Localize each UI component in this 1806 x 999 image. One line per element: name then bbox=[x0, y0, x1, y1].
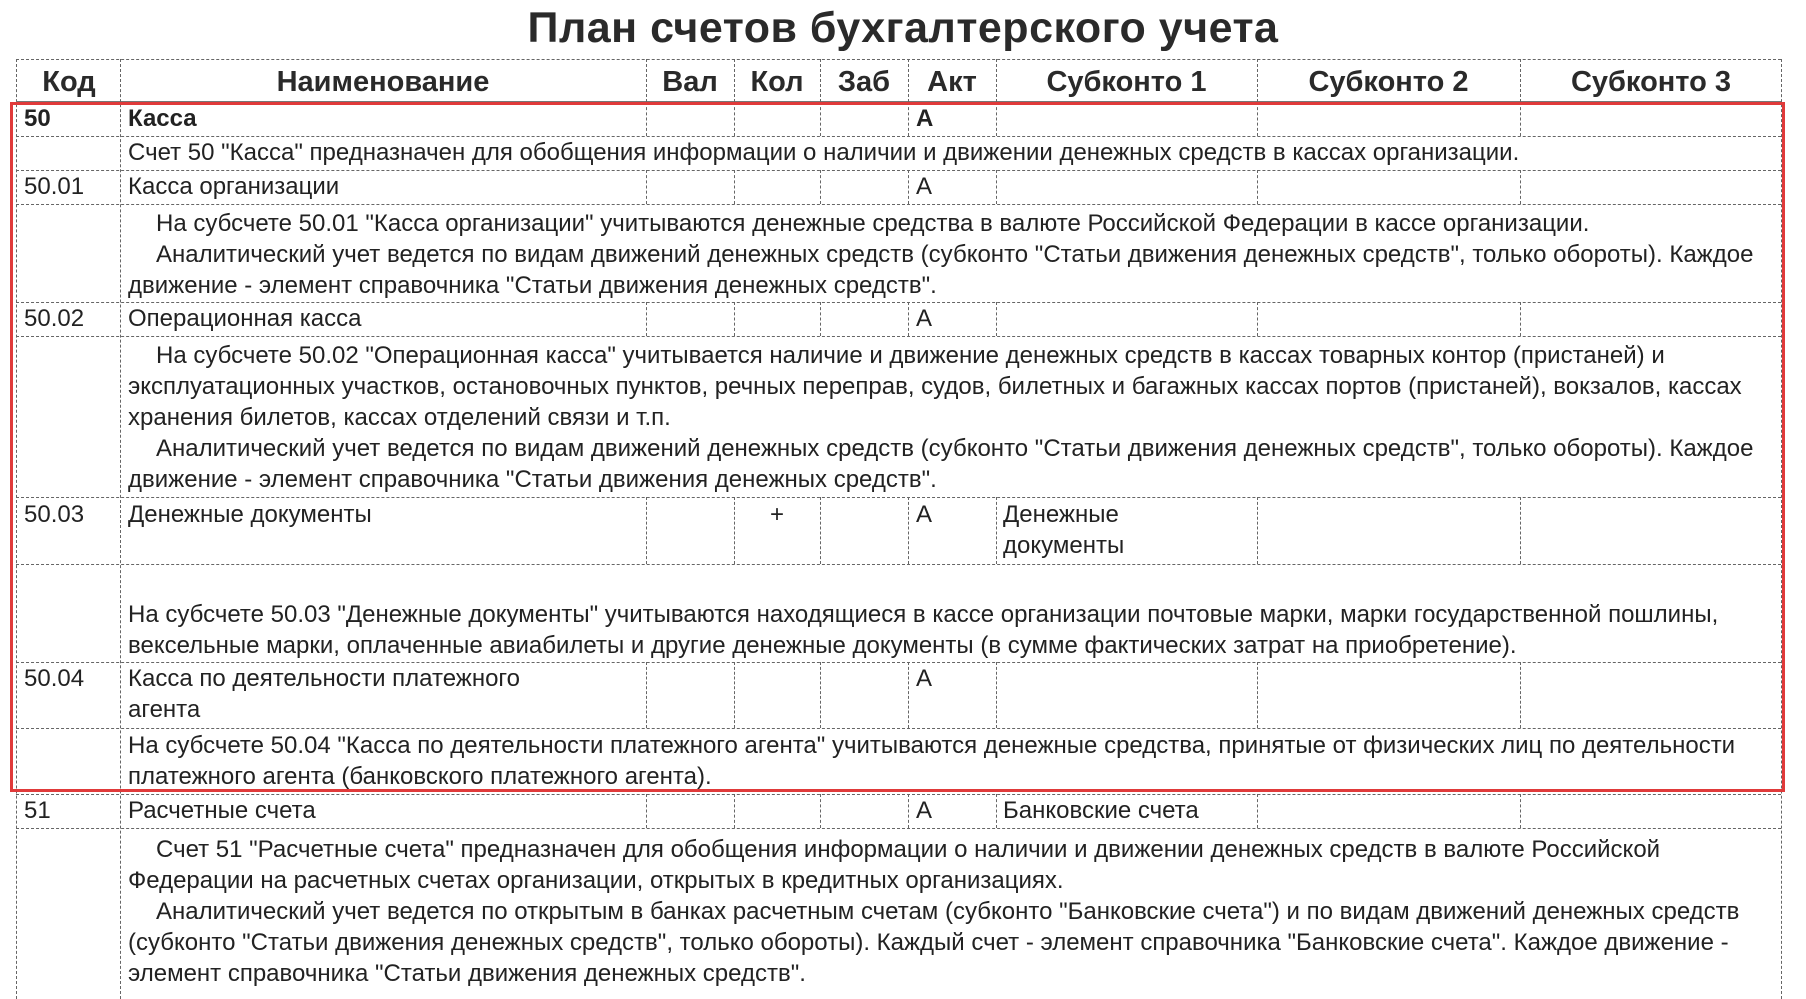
col-divider bbox=[908, 302, 909, 336]
col-header-val: Вал bbox=[662, 66, 718, 98]
col-divider bbox=[1520, 102, 1521, 136]
account-name: Касса по деятельности платежного bbox=[128, 665, 521, 692]
col-divider bbox=[820, 794, 821, 828]
description-paragraph: На субсчете 50.02 "Операционная касса" учитывается наличие и движение денежных средств в кассах товарных контор (пристаней) и эксплуатационных участков, остановочных пунктов, речных переправ, судов, билетных и багажных кассах портов (пристаней), вокзалов, кассах хранения билетов, кассах отделений связи и т.п. bbox=[128, 342, 1742, 431]
col-header-zab: Заб bbox=[837, 66, 891, 98]
account-description bbox=[128, 208, 1768, 301]
account-code: 50.02 bbox=[24, 305, 85, 332]
account-name: Денежные документы bbox=[128, 501, 372, 528]
subconto-1: Банковские счета bbox=[1003, 797, 1199, 824]
col-divider bbox=[646, 102, 647, 136]
description-paragraph: На субсчете 50.04 "Касса по деятельности платежного агента" учитываются денежные средства, принятые от физических лиц по деятельности платежного агента (банковского платежного агента). bbox=[128, 732, 1736, 790]
row-divider bbox=[16, 564, 1781, 565]
account-name: Операционная касса bbox=[128, 305, 362, 332]
description-paragraph: Аналитический учет ведется по открытым в банках расчетным счетам (субконто "Банковские счета") и по видам движений денежных средств (субконто "Статьи движения денежных средств", только обороты). Каждый счет - элемент справочника "Банковские счета". Каждое движение - элемент справочника "Статьи движения денежных средств". bbox=[128, 898, 1740, 987]
account-description bbox=[128, 340, 1768, 495]
account-type: А bbox=[916, 173, 933, 200]
col-divider bbox=[734, 794, 735, 828]
row-divider bbox=[16, 204, 1781, 205]
row-divider bbox=[16, 59, 1781, 60]
row-divider bbox=[16, 336, 1781, 337]
description-paragraph: Счет 50 "Касса" предназначен для обобщения информации о наличии и движении денежных средств в кассах организации. bbox=[128, 139, 1520, 166]
col-divider bbox=[734, 497, 735, 564]
col-divider bbox=[734, 302, 735, 336]
row-divider bbox=[16, 728, 1781, 729]
col-header-subconto-3: Субконто 3 bbox=[1570, 66, 1732, 98]
col-divider bbox=[1520, 170, 1521, 204]
account-description bbox=[128, 834, 1768, 989]
col-header-akt: Акт bbox=[927, 66, 977, 98]
col-divider bbox=[908, 794, 909, 828]
account-code: 51 bbox=[24, 797, 51, 824]
description-paragraph: Аналитический учет ведется по видам движений денежных средств (субконто "Статьи движения денежных средств", только обороты). Каждое движение - элемент справочника "Статьи движения денежных средств". bbox=[128, 435, 1754, 493]
col-divider bbox=[646, 662, 647, 728]
col-divider bbox=[908, 170, 909, 204]
col-divider bbox=[1257, 662, 1258, 728]
account-name: Касса организации bbox=[128, 173, 340, 200]
col-header-name: Наименование bbox=[276, 66, 490, 98]
col-divider bbox=[996, 302, 997, 336]
quantity-flag: + bbox=[770, 501, 785, 528]
row-divider bbox=[16, 828, 1781, 829]
account-name: Расчетные счета bbox=[128, 797, 316, 824]
account-code: 50 bbox=[24, 105, 51, 132]
col-divider bbox=[996, 497, 997, 564]
description-paragraph: Аналитический учет ведется по видам движений денежных средств (субконто "Статьи движения денежных средств", только обороты). Каждое движение - элемент справочника "Статьи движения денежных средств". bbox=[128, 241, 1754, 299]
col-header-kol: Кол bbox=[750, 66, 804, 98]
account-type: А bbox=[916, 105, 934, 132]
col-divider bbox=[996, 662, 997, 728]
col-divider bbox=[908, 662, 909, 728]
col-divider bbox=[1520, 794, 1521, 828]
col-divider bbox=[996, 794, 997, 828]
col-divider bbox=[1520, 302, 1521, 336]
col-divider bbox=[996, 102, 997, 136]
account-type: А bbox=[916, 665, 933, 692]
col-divider bbox=[908, 497, 909, 564]
col-divider bbox=[646, 170, 647, 204]
account-description bbox=[128, 599, 1768, 661]
account-name: Касса bbox=[128, 105, 197, 132]
col-divider bbox=[820, 102, 821, 136]
col-divider bbox=[908, 102, 909, 136]
subconto-1: документы bbox=[1003, 532, 1125, 559]
col-divider bbox=[646, 794, 647, 828]
page-title: План счетов бухгалтерского учета bbox=[527, 4, 1279, 52]
col-divider bbox=[734, 662, 735, 728]
account-code: 50.04 bbox=[24, 665, 85, 692]
col-header-subconto-1: Субконто 1 bbox=[1046, 66, 1207, 98]
col-divider bbox=[1257, 102, 1258, 136]
col-header-subconto-2: Субконто 2 bbox=[1308, 66, 1469, 98]
description-paragraph: На субсчете 50.01 "Касса организации" учитываются денежные средства в валюте Российской Федерации в кассе организации. bbox=[156, 210, 1590, 237]
col-divider bbox=[820, 497, 821, 564]
col-divider bbox=[734, 170, 735, 204]
col-divider bbox=[1257, 302, 1258, 336]
account-code: 50.03 bbox=[24, 501, 85, 528]
account-type: А bbox=[916, 305, 933, 332]
col-divider bbox=[820, 662, 821, 728]
col-divider bbox=[646, 302, 647, 336]
account-type: А bbox=[916, 501, 933, 528]
description-paragraph: Счет 51 "Расчетные счета" предназначен для обобщения информации о наличии и движении денежных средств в валюте Российской Федерации на расчетных счетах организации, открытых в кредитных организациях. bbox=[128, 836, 1661, 894]
account-description bbox=[128, 137, 1768, 168]
col-divider bbox=[1520, 662, 1521, 728]
col-divider bbox=[1257, 497, 1258, 564]
col-divider bbox=[820, 170, 821, 204]
account-name: агента bbox=[128, 696, 201, 723]
col-divider bbox=[734, 102, 735, 136]
col-divider bbox=[646, 497, 647, 564]
row-divider bbox=[16, 497, 1781, 498]
account-description bbox=[128, 730, 1768, 792]
col-divider bbox=[1257, 170, 1258, 204]
subconto-1: Денежные bbox=[1003, 501, 1119, 528]
col-divider bbox=[1520, 497, 1521, 564]
col-divider bbox=[996, 170, 997, 204]
col-divider bbox=[120, 59, 121, 999]
col-divider bbox=[820, 302, 821, 336]
col-divider bbox=[1257, 794, 1258, 828]
account-code: 50.01 bbox=[24, 173, 85, 200]
col-header-code: Код bbox=[42, 66, 96, 98]
account-type: А bbox=[916, 797, 933, 824]
description-paragraph: На субсчете 50.03 "Денежные документы" учитываются находящиеся в кассе организации почтовые марки, марки государственной пошлины, вексельные марки, оплаченные авиабилеты и другие денежные документы (в сумме фактических затрат на приобретение). bbox=[128, 601, 1719, 659]
